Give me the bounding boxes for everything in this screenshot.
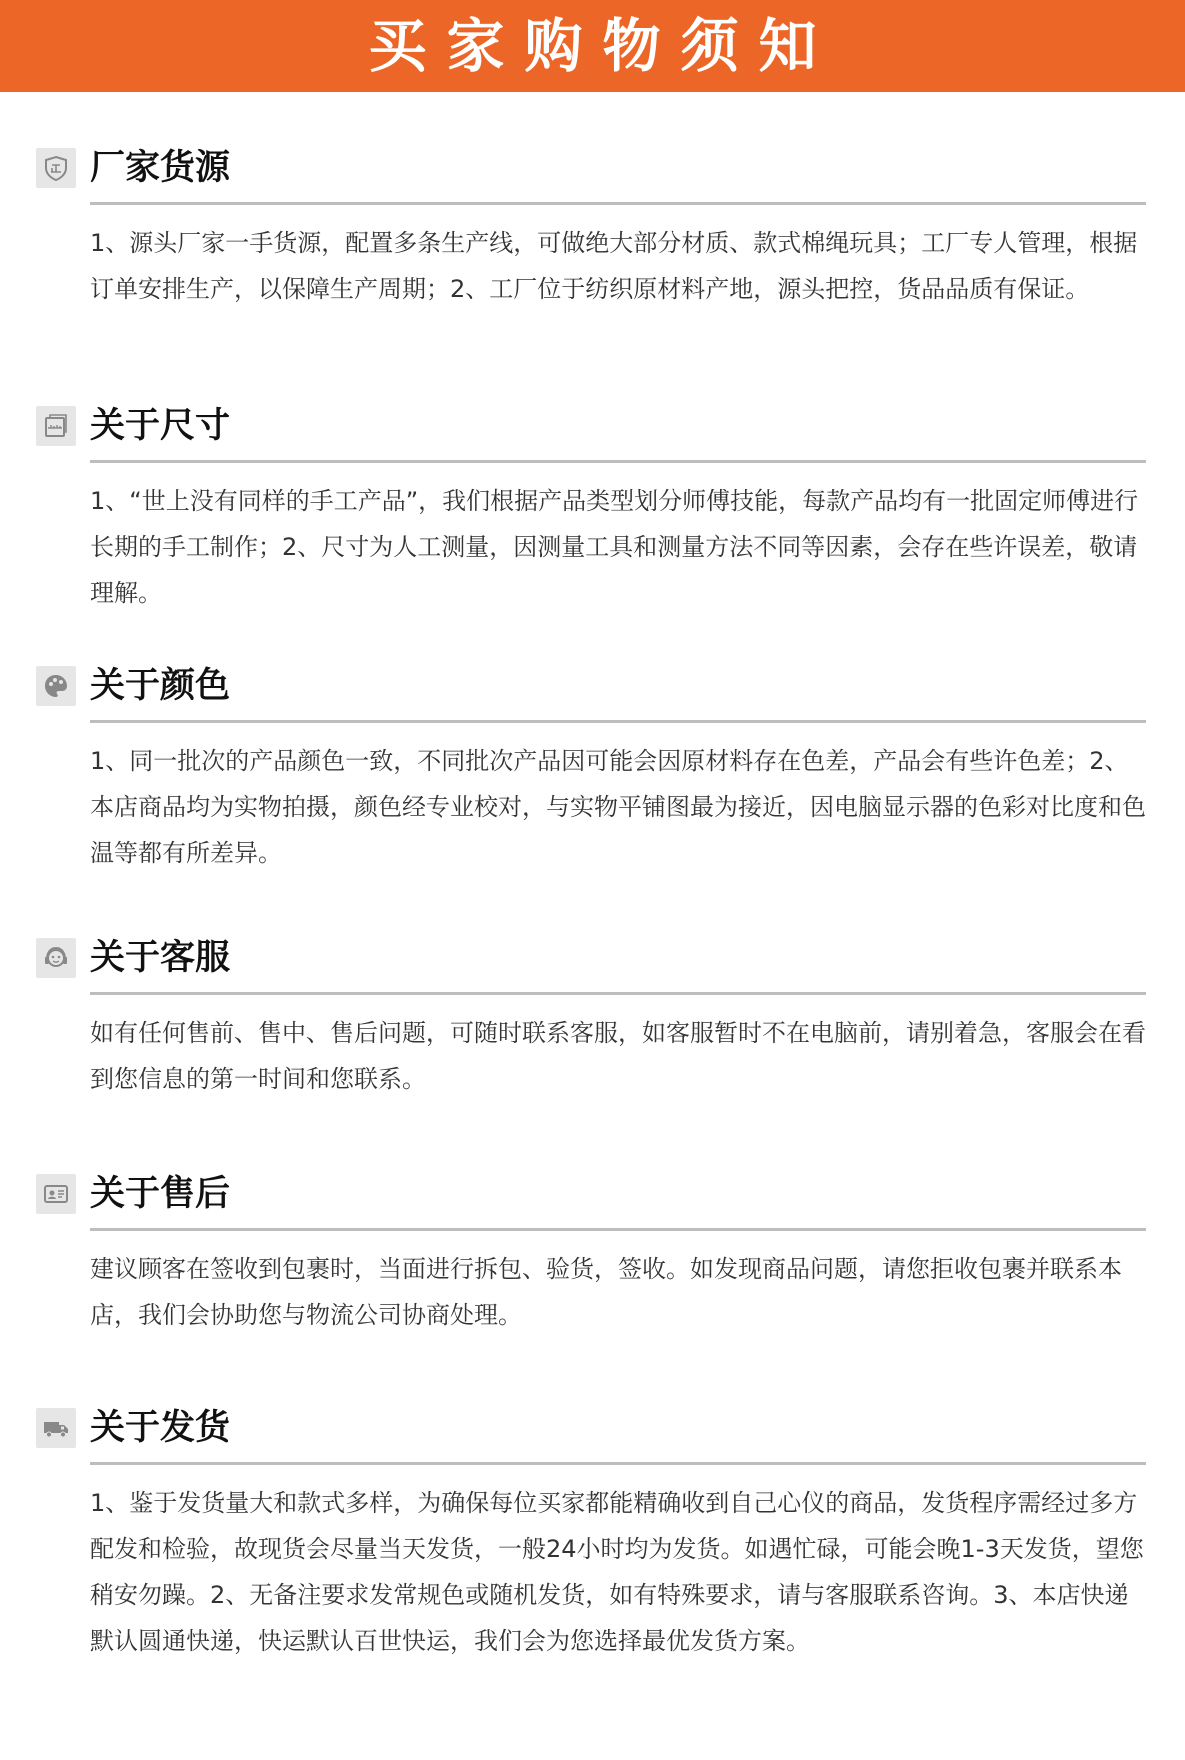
section-source <box>36 140 1146 303</box>
section-title: 关于售后 <box>90 1174 231 1214</box>
section-after-sales <box>36 1166 1146 1329</box>
authentic-badge-icon <box>36 148 76 188</box>
ruler-icon <box>36 406 76 446</box>
section-title: 关于尺寸 <box>90 406 231 446</box>
section-customer-service <box>36 930 1146 1093</box>
page-title: 买家购物须知 <box>368 12 837 80</box>
section-body: 1、源头厂家一手货源，配置多条生产线，可做绝大部分材质、款式棉绳玩具；工厂专人管理，根据订单安排生产，以保障生产周期；2、工厂位于纺织原材料产地，源头把控，货品品质有保证。 <box>90 229 1138 303</box>
section-header <box>36 398 1146 454</box>
customer-service-icon <box>36 938 76 978</box>
section-title: 厂家货源 <box>90 148 231 188</box>
section-divider <box>90 1462 1146 1465</box>
section-header <box>36 140 1146 196</box>
section-divider <box>90 720 1146 723</box>
section-title: 关于发货 <box>90 1408 231 1448</box>
section-size <box>36 398 1146 607</box>
after-sales-card-icon <box>36 1174 76 1214</box>
section-header <box>36 1166 1146 1222</box>
section-title: 关于客服 <box>90 938 231 978</box>
delivery-truck-icon <box>36 1408 76 1448</box>
section-divider <box>90 202 1146 205</box>
section-body: 1、同一批次的产品颜色一致，不同批次产品因可能会因原材料存在色差，产品会有些许色差；2、本店商品均为实物拍摄，颜色经专业校对，与实物平铺图最为接近，因电脑显示器的色彩对比度和色温等都有所差异。 <box>90 747 1146 867</box>
section-header <box>36 658 1146 714</box>
section-body: 如有任何售前、售中、售后问题，可随时联系客服，如客服暂时不在电脑前，请别着急，客服会在看到您信息的第一时间和您联系。 <box>90 1019 1146 1093</box>
section-divider <box>90 460 1146 463</box>
section-title: 关于颜色 <box>90 666 231 706</box>
section-shipping <box>36 1400 1146 1655</box>
section-divider <box>90 1228 1146 1231</box>
section-header <box>36 1400 1146 1456</box>
section-body: 1、“世上没有同样的手工产品”，我们根据产品类型划分师傅技能，每款产品均有一批固定师傅进行长期的手工制作；2、尺寸为人工测量，因测量工具和测量方法不同等因素，会存在些许误差，敬请理解。 <box>90 487 1139 607</box>
page-header <box>0 0 1185 92</box>
palette-icon <box>36 666 76 706</box>
section-header <box>36 930 1146 986</box>
section-color <box>36 658 1146 867</box>
section-body: 建议顾客在签收到包裹时，当面进行拆包、验货，签收。如发现商品问题，请您拒收包裹并联系本店，我们会协助您与物流公司协商处理。 <box>90 1255 1122 1329</box>
section-divider <box>90 992 1146 995</box>
section-body: 1、鉴于发货量大和款式多样，为确保每位买家都能精确收到自己心仪的商品，发货程序需经过多方配发和检验，故现货会尽量当天发货，一般24小时均为发货。如遇忙碌，可能会晚1-3天发货，望您稍安勿躁。2、无备注要求发常规色或随机发货，如有特殊要求，请与客服联系咨询。3、本店快递默认圆通快递，快运默认百世快运，我们会为您选择最优发货方案。 <box>90 1489 1144 1655</box>
